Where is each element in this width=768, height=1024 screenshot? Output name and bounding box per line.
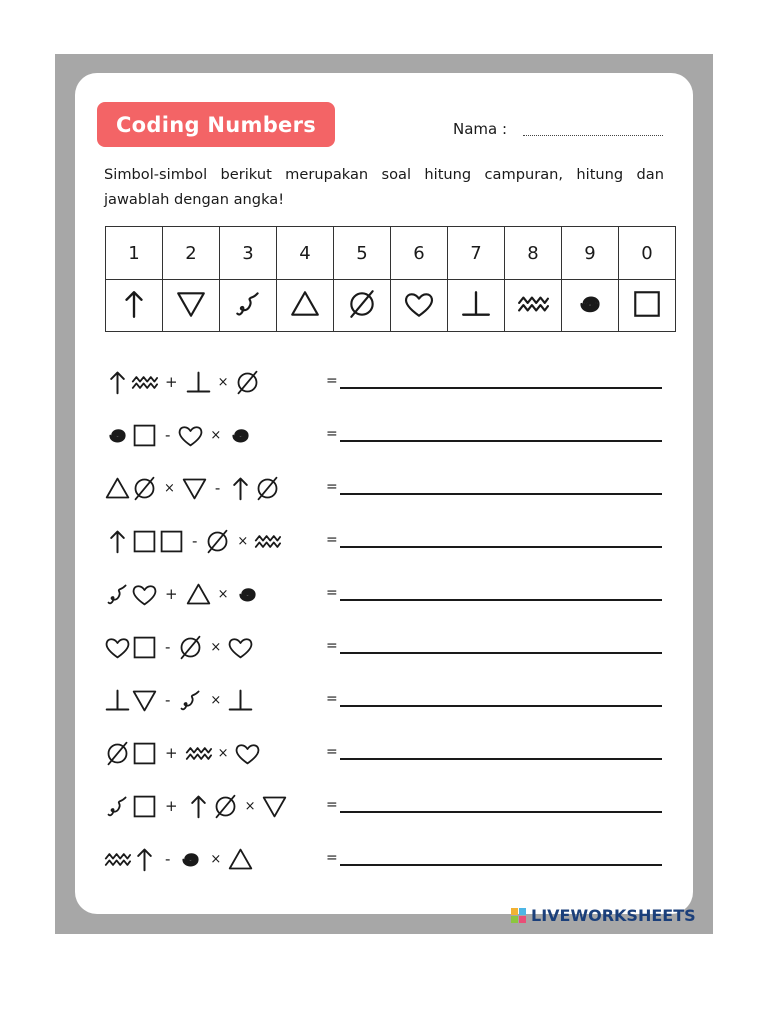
answer-field[interactable] <box>340 599 662 601</box>
up-triangle-icon <box>227 846 254 873</box>
slashed-circle-icon <box>212 793 239 820</box>
zigzag-icon <box>254 528 281 555</box>
answer-field[interactable] <box>340 652 662 654</box>
operator-minus: - <box>165 426 171 444</box>
equals-sign: = <box>326 373 338 389</box>
key-symbol-cell <box>106 280 163 332</box>
perpendicular-icon <box>227 687 254 714</box>
zigzag-icon <box>517 288 549 320</box>
down-triangle-icon <box>261 793 288 820</box>
equation-expression <box>104 842 254 876</box>
slashed-circle-icon <box>234 369 261 396</box>
equals-sign: = <box>326 691 338 707</box>
arrow-up-icon <box>104 528 131 555</box>
key-symbol-cell <box>391 280 448 332</box>
key-digit-5: 5 <box>334 227 391 280</box>
answer-field[interactable] <box>340 758 662 760</box>
name-label: Nama : <box>453 120 508 138</box>
equation-row <box>104 418 664 452</box>
down-triangle-icon <box>181 475 208 502</box>
key-digit-7: 7 <box>448 227 505 280</box>
equation-row <box>104 577 664 611</box>
zigzag-icon <box>104 846 131 873</box>
key-symbol-cell <box>619 280 676 332</box>
key-digit-2: 2 <box>163 227 220 280</box>
slashed-circle-icon <box>254 475 281 502</box>
answer-field[interactable] <box>340 864 662 866</box>
key-digit-8: 8 <box>505 227 562 280</box>
down-triangle-icon <box>131 687 158 714</box>
squiggle-icon <box>232 288 264 320</box>
heart-icon <box>403 288 435 320</box>
equals-sign: = <box>326 479 338 495</box>
key-symbol-cell <box>562 280 619 332</box>
slashed-circle-icon <box>204 528 231 555</box>
equation-expression <box>104 630 254 664</box>
equation-expression <box>104 524 281 558</box>
operator-plus: + <box>165 797 178 815</box>
key-symbol-cell <box>334 280 391 332</box>
perpendicular-icon <box>185 369 212 396</box>
equation-row <box>104 471 664 505</box>
operator-times: × <box>164 480 175 496</box>
zigzag-icon <box>131 369 158 396</box>
operator-plus: + <box>165 585 178 603</box>
operator-minus: - <box>165 638 171 656</box>
key-symbol-cell <box>505 280 562 332</box>
answer-field[interactable] <box>340 705 662 707</box>
spiral-icon <box>177 846 204 873</box>
slashed-circle-icon <box>177 634 204 661</box>
equation-row <box>104 630 664 664</box>
equation-row <box>104 842 664 876</box>
operator-times: × <box>210 692 222 708</box>
equals-sign: = <box>326 638 338 654</box>
answer-field[interactable] <box>340 811 662 813</box>
operator-plus: + <box>165 744 178 762</box>
equals-sign: = <box>326 585 338 601</box>
square-icon <box>631 288 663 320</box>
heart-icon <box>234 740 261 767</box>
perpendicular-icon <box>460 288 492 320</box>
equation-expression <box>104 365 261 399</box>
equals-sign: = <box>326 426 338 442</box>
spiral-icon <box>574 288 606 320</box>
perpendicular-icon <box>104 687 131 714</box>
answer-field[interactable] <box>340 440 662 442</box>
equation-expression <box>104 789 288 823</box>
operator-minus: - <box>214 479 221 497</box>
arrow-up-icon <box>131 846 158 873</box>
square-icon <box>131 422 158 449</box>
heart-icon <box>104 634 131 661</box>
equation-expression <box>104 418 254 452</box>
operator-plus: + <box>165 373 178 391</box>
operator-times: × <box>237 533 249 549</box>
key-symbol-cell <box>448 280 505 332</box>
up-triangle-icon <box>185 581 212 608</box>
key-digit-3: 3 <box>220 227 277 280</box>
operator-times: × <box>210 427 222 443</box>
squiggle-icon <box>104 793 131 820</box>
arrow-up-icon <box>185 793 212 820</box>
slashed-circle-icon <box>131 475 158 502</box>
answer-field[interactable] <box>340 493 662 495</box>
key-symbol-cell <box>277 280 334 332</box>
liveworksheets-logo <box>511 906 696 925</box>
operator-times: × <box>217 586 229 602</box>
spiral-icon <box>227 422 254 449</box>
key-digit-6: 6 <box>391 227 448 280</box>
key-digit-9: 9 <box>562 227 619 280</box>
up-triangle-icon <box>289 288 321 320</box>
squiggle-icon <box>177 687 204 714</box>
arrow-up-icon <box>118 288 150 320</box>
equals-sign: = <box>326 797 338 813</box>
liveworksheets-icon <box>511 908 527 924</box>
equation-expression <box>104 471 281 505</box>
squiggle-icon <box>104 581 131 608</box>
title-badge: Coding Numbers <box>97 102 335 147</box>
square-icon <box>131 793 158 820</box>
arrow-up-icon <box>227 475 254 502</box>
operator-times: × <box>210 851 222 867</box>
answer-field[interactable] <box>340 387 662 389</box>
watermark-text: LIVEWORKSHEETS <box>531 906 696 925</box>
key-symbol-cell <box>163 280 220 332</box>
key-digit-4: 4 <box>277 227 334 280</box>
operator-times: × <box>217 374 229 390</box>
slashed-circle-icon <box>104 740 131 767</box>
operator-times: × <box>217 745 229 761</box>
equation-expression <box>104 577 261 611</box>
slashed-circle-icon <box>346 288 378 320</box>
answer-field[interactable] <box>340 546 662 548</box>
operator-times: × <box>244 798 256 814</box>
up-triangle-icon <box>104 475 131 502</box>
operator-minus: - <box>165 691 171 709</box>
equals-sign: = <box>326 532 338 548</box>
heart-icon <box>177 422 204 449</box>
square-icon <box>158 528 185 555</box>
square-icon <box>131 740 158 767</box>
zigzag-icon <box>185 740 212 767</box>
equation-row <box>104 524 664 558</box>
key-symbol-cell <box>220 280 277 332</box>
equation-expression <box>104 736 261 770</box>
heart-icon <box>131 581 158 608</box>
key-digit-1: 1 <box>106 227 163 280</box>
operator-minus: - <box>165 850 171 868</box>
instructions-text: Simbol-simbol berikut merupakan soal hitung campuran, hitung dan jawablah dengan angka! <box>104 166 664 208</box>
symbol-key-table <box>105 226 676 332</box>
name-field[interactable] <box>523 135 663 136</box>
equation-row <box>104 365 664 399</box>
spiral-icon <box>234 581 261 608</box>
heart-icon <box>227 634 254 661</box>
arrow-up-icon <box>104 369 131 396</box>
operator-minus: - <box>192 532 198 550</box>
key-digit-0: 0 <box>619 227 676 280</box>
equals-sign: = <box>326 744 338 760</box>
equation-row <box>104 736 664 770</box>
square-icon <box>131 528 158 555</box>
operator-times: × <box>210 639 222 655</box>
equation-expression <box>104 683 254 717</box>
equation-row <box>104 789 664 823</box>
spiral-icon <box>104 422 131 449</box>
square-icon <box>131 634 158 661</box>
equation-row <box>104 683 664 717</box>
down-triangle-icon <box>175 288 207 320</box>
equals-sign: = <box>326 850 338 866</box>
